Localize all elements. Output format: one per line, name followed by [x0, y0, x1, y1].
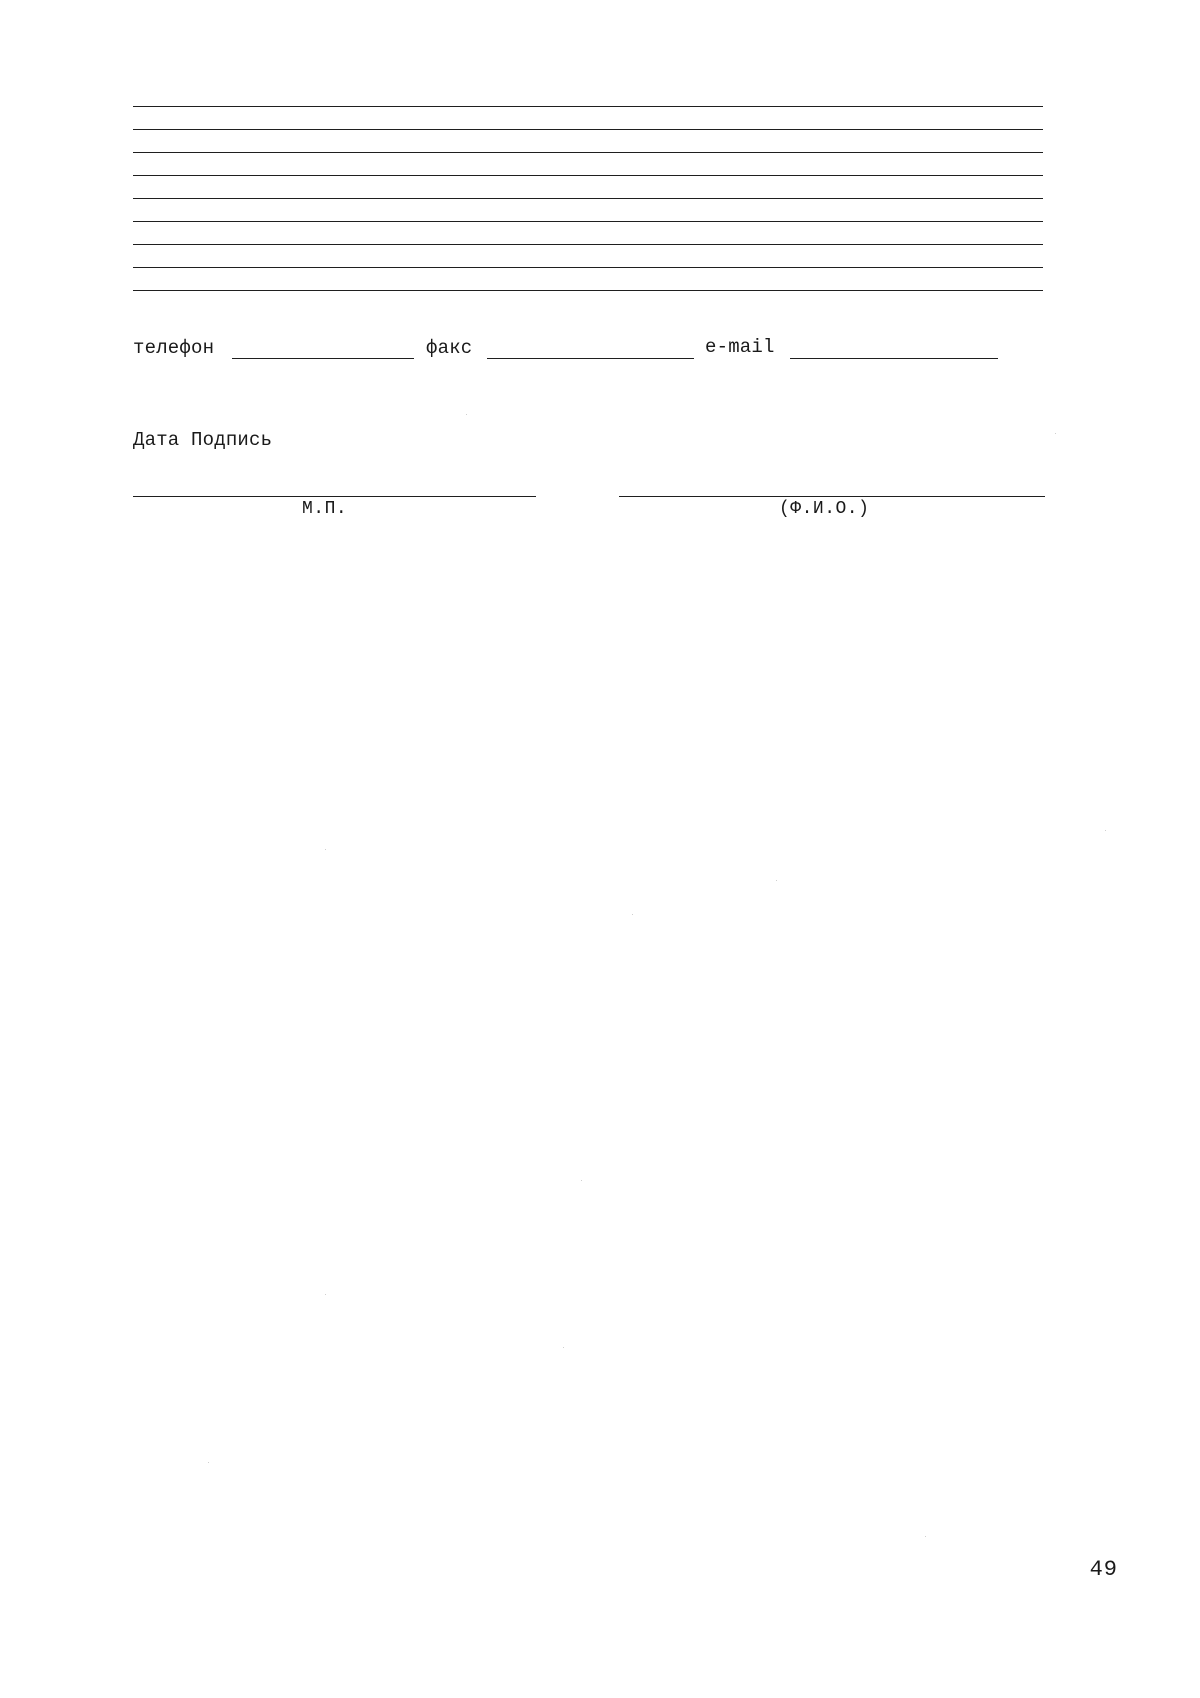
name-caption: (Ф.И.О.) [779, 499, 870, 519]
scan-speck [325, 1294, 326, 1295]
fax-blank[interactable] [487, 358, 694, 359]
ruled-line [133, 290, 1043, 291]
page-number: 49 [1089, 1557, 1118, 1582]
ruled-line [133, 175, 1043, 176]
ruled-line [133, 221, 1043, 222]
scan-speck [925, 1536, 926, 1537]
date-signature-label: Дата Подпись [133, 429, 273, 451]
email-label: e-mail [705, 336, 775, 358]
scan-speck [632, 914, 633, 915]
ruled-line [133, 267, 1043, 268]
stamp-caption: М.П. [302, 499, 348, 519]
scan-speck [208, 1462, 209, 1463]
phone-label: телефон [133, 337, 215, 359]
name-line[interactable] [619, 496, 1045, 497]
stamp-line[interactable] [133, 496, 536, 497]
scan-speck [1055, 433, 1056, 434]
scan-speck [563, 1347, 564, 1348]
ruled-line [133, 129, 1043, 130]
phone-blank[interactable] [232, 358, 414, 359]
email-blank[interactable] [790, 358, 998, 359]
fax-label: факс [426, 337, 473, 359]
ruled-line [133, 244, 1043, 245]
scan-speck [581, 1180, 582, 1181]
ruled-line [133, 198, 1043, 199]
scan-speck [466, 414, 467, 415]
scan-speck [325, 849, 326, 850]
ruled-line [133, 106, 1043, 107]
ruled-line [133, 152, 1043, 153]
scan-speck [1105, 830, 1106, 831]
scan-speck [776, 880, 777, 881]
